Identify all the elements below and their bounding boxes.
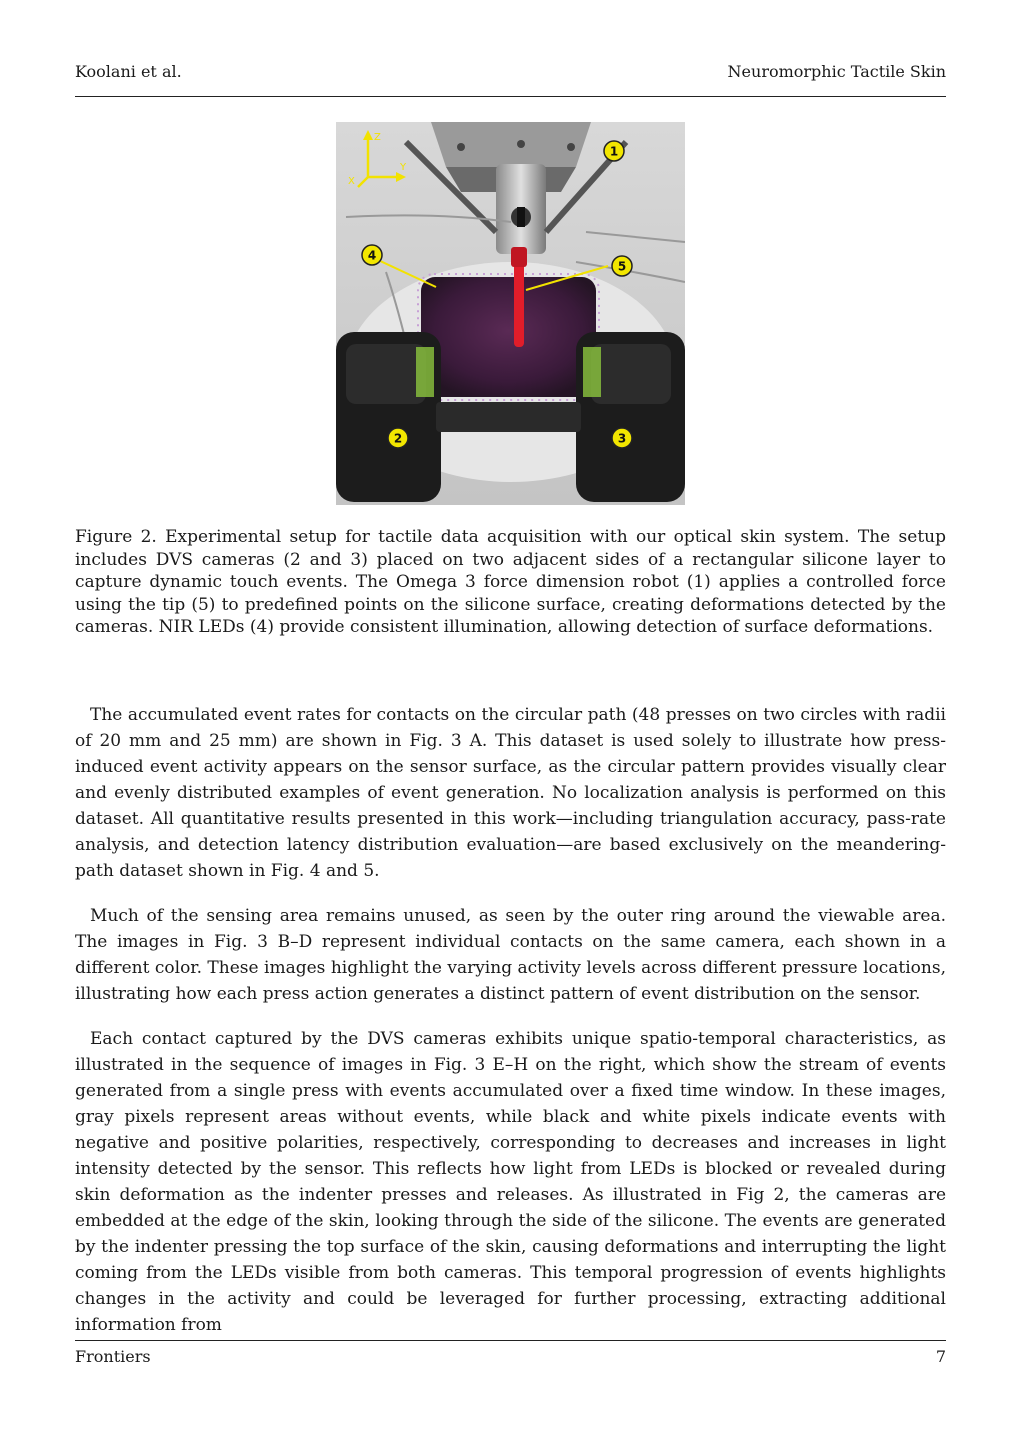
figure-caption xyxy=(75,526,946,639)
paragraph-1: The accumulated event rates for contacts on the circular path (48 presses on two circles with radii of 20 mm and 25 mm) are shown in Fig. 3 A. This dataset is used solely to illustrate how press-induced event activity appears on the sensor surface, as the circular pattern provides visually clear and evenly distributed examples of event generation. No localization analysis is performed on this dataset. All quantitative results presented in this work—including triangulation accuracy, pass-rate analysis, and detection latency distribution evaluation—are based exclusively on the meandering-path dataset shown in Fig. 4 and 5. xyxy=(75,705,946,881)
page-header xyxy=(75,60,946,97)
page-footer xyxy=(75,1340,946,1366)
callout-2-label: 2 xyxy=(393,431,403,446)
callout-1 xyxy=(604,141,624,161)
axis-label-z: Z xyxy=(374,132,381,143)
running-title: Neuromorphic Tactile Skin xyxy=(727,62,946,81)
callout-1-label: 1 xyxy=(609,144,619,159)
callout-2 xyxy=(388,428,408,448)
figure-caption-text: Figure 2. Experimental setup for tactile data acquisition with our optical skin system. The setup includes DVS cameras (2 and 3) placed on two adjacent sides of a rectangular silicone layer to capture dynamic touch events. The Omega 3 force dimension robot (1) applies a controlled force using the tip (5) to predefined points on the silicone surface, creating deformations detected by the cameras. NIR LEDs (4) provide consistent illumination, allowing detection of surface deformations. xyxy=(75,527,946,637)
callout-4-label: 4 xyxy=(367,248,377,263)
silicone-layer xyxy=(421,277,596,397)
callout-5-label: 5 xyxy=(617,259,627,274)
paragraph-3: Each contact captured by the DVS cameras exhibits unique spatio-temporal characteristics, as illustrated in the sequence of images in Fig. 3 E–H on the right, which show the stream of events generated from a single press with events accumulated over a fixed time window. In these images, gray pixels represent areas without events, while black and white pixels indicate events with negative and positive polarities, respectively, corresponding to decreases and increases in light intensity detected by the sensor. This reflects how light from LEDs is blocked or revealed during skin deformation as the indenter presses and releases. As illustrated in Fig 2, the cameras are embedded at the edge of the skin, looking through the side of the silicone. The events are generated by the indenter pressing the top surface of the skin, causing deformations and interrupting the light coming from the LEDs visible from both cameras. This temporal progression of events highlights changes in the activity and could be leveraged for further processing, extracting additional information from xyxy=(75,1029,946,1335)
axis-label-x: X xyxy=(348,176,355,187)
journal-name: Frontiers xyxy=(75,1347,151,1366)
body-text xyxy=(75,702,946,1357)
page-number: 7 xyxy=(935,1347,946,1366)
callout-3-label: 3 xyxy=(617,431,627,446)
camera-mount xyxy=(436,402,581,432)
axis-label-y: Y xyxy=(400,162,407,173)
running-authors: Koolani et al. xyxy=(75,62,182,81)
callout-3 xyxy=(612,428,632,448)
paragraph-2: Much of the sensing area remains unused, as seen by the outer ring around the viewable area. The images in Fig. 3 B–D represent individual contacts on the same camera, each shown in a different color. These images highlight the varying activity levels across different pressure locations, illustrating how each press action generates a distinct pattern of event distribution on the sensor. xyxy=(75,906,946,1004)
callout-5 xyxy=(612,256,632,276)
experimental-setup-photo xyxy=(336,122,685,505)
callout-4 xyxy=(362,245,382,265)
